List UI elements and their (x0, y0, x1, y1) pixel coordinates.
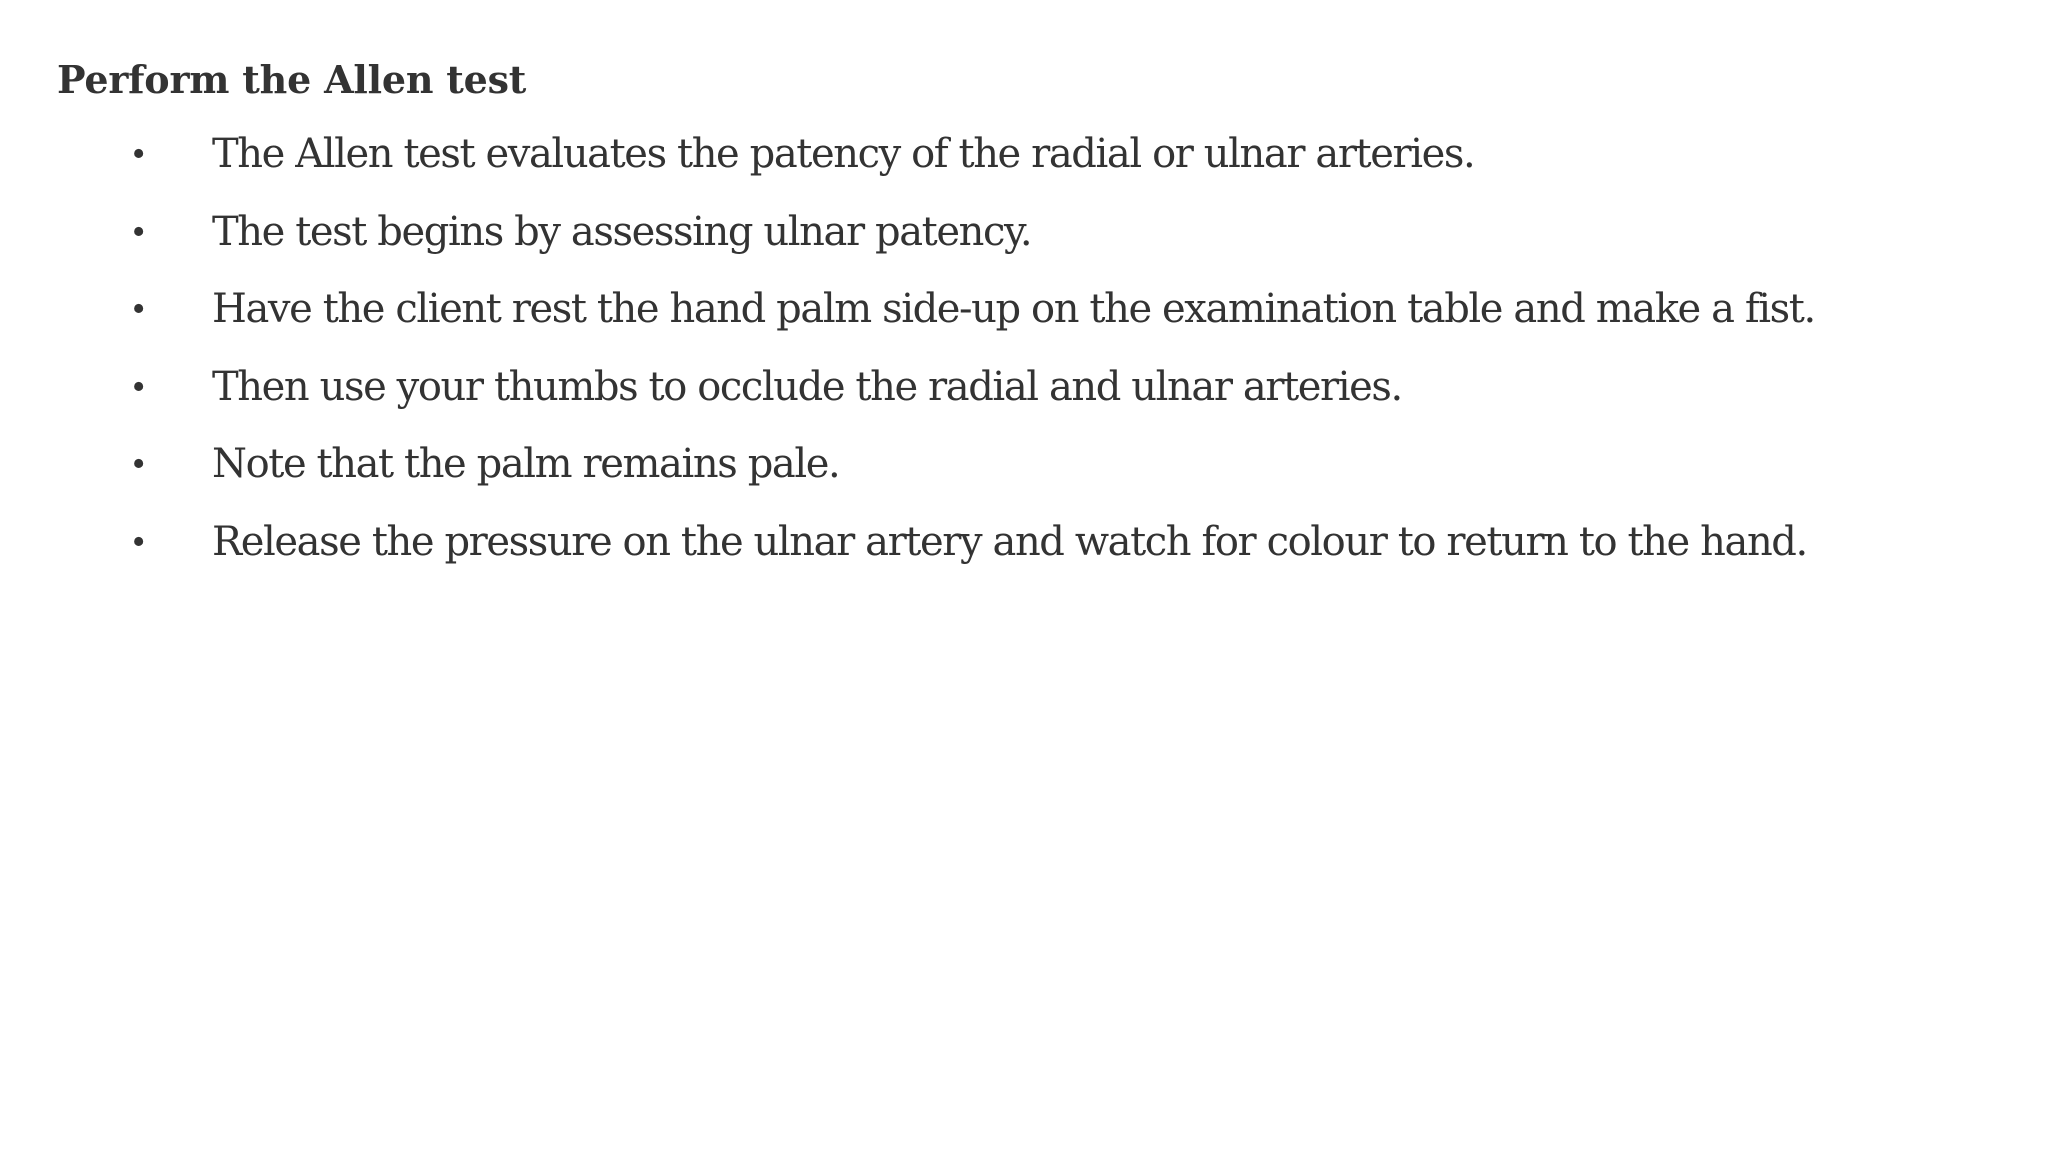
bullet-dot-icon: • (132, 443, 146, 485)
bullet-text: Note that the palm remains pale. (212, 441, 840, 487)
slide-heading: Perform the Allen test (57, 57, 527, 102)
bullet-text: The Allen test evaluates the patency of the radial or ulnar arteries. (212, 131, 1475, 177)
bullet-dot-icon: • (132, 520, 146, 563)
bullet-text: Release the pressure on the ulnar artery and watch for colour to return to the hand. (212, 518, 1807, 565)
bullet-dot-icon: • (132, 288, 146, 330)
bullet-dot-icon: • (132, 133, 146, 175)
bullet-dot-icon: • (132, 365, 146, 408)
bullet-dot-icon: • (132, 210, 146, 253)
bullet-text: The test begins by assessing ulnar patency. (212, 208, 1032, 255)
bullet-text: Have the client rest the hand palm side-up on the examination table and make a fist. (212, 286, 1815, 332)
bullet-text: Then use your thumbs to occlude the radial and ulnar arteries. (212, 363, 1402, 410)
